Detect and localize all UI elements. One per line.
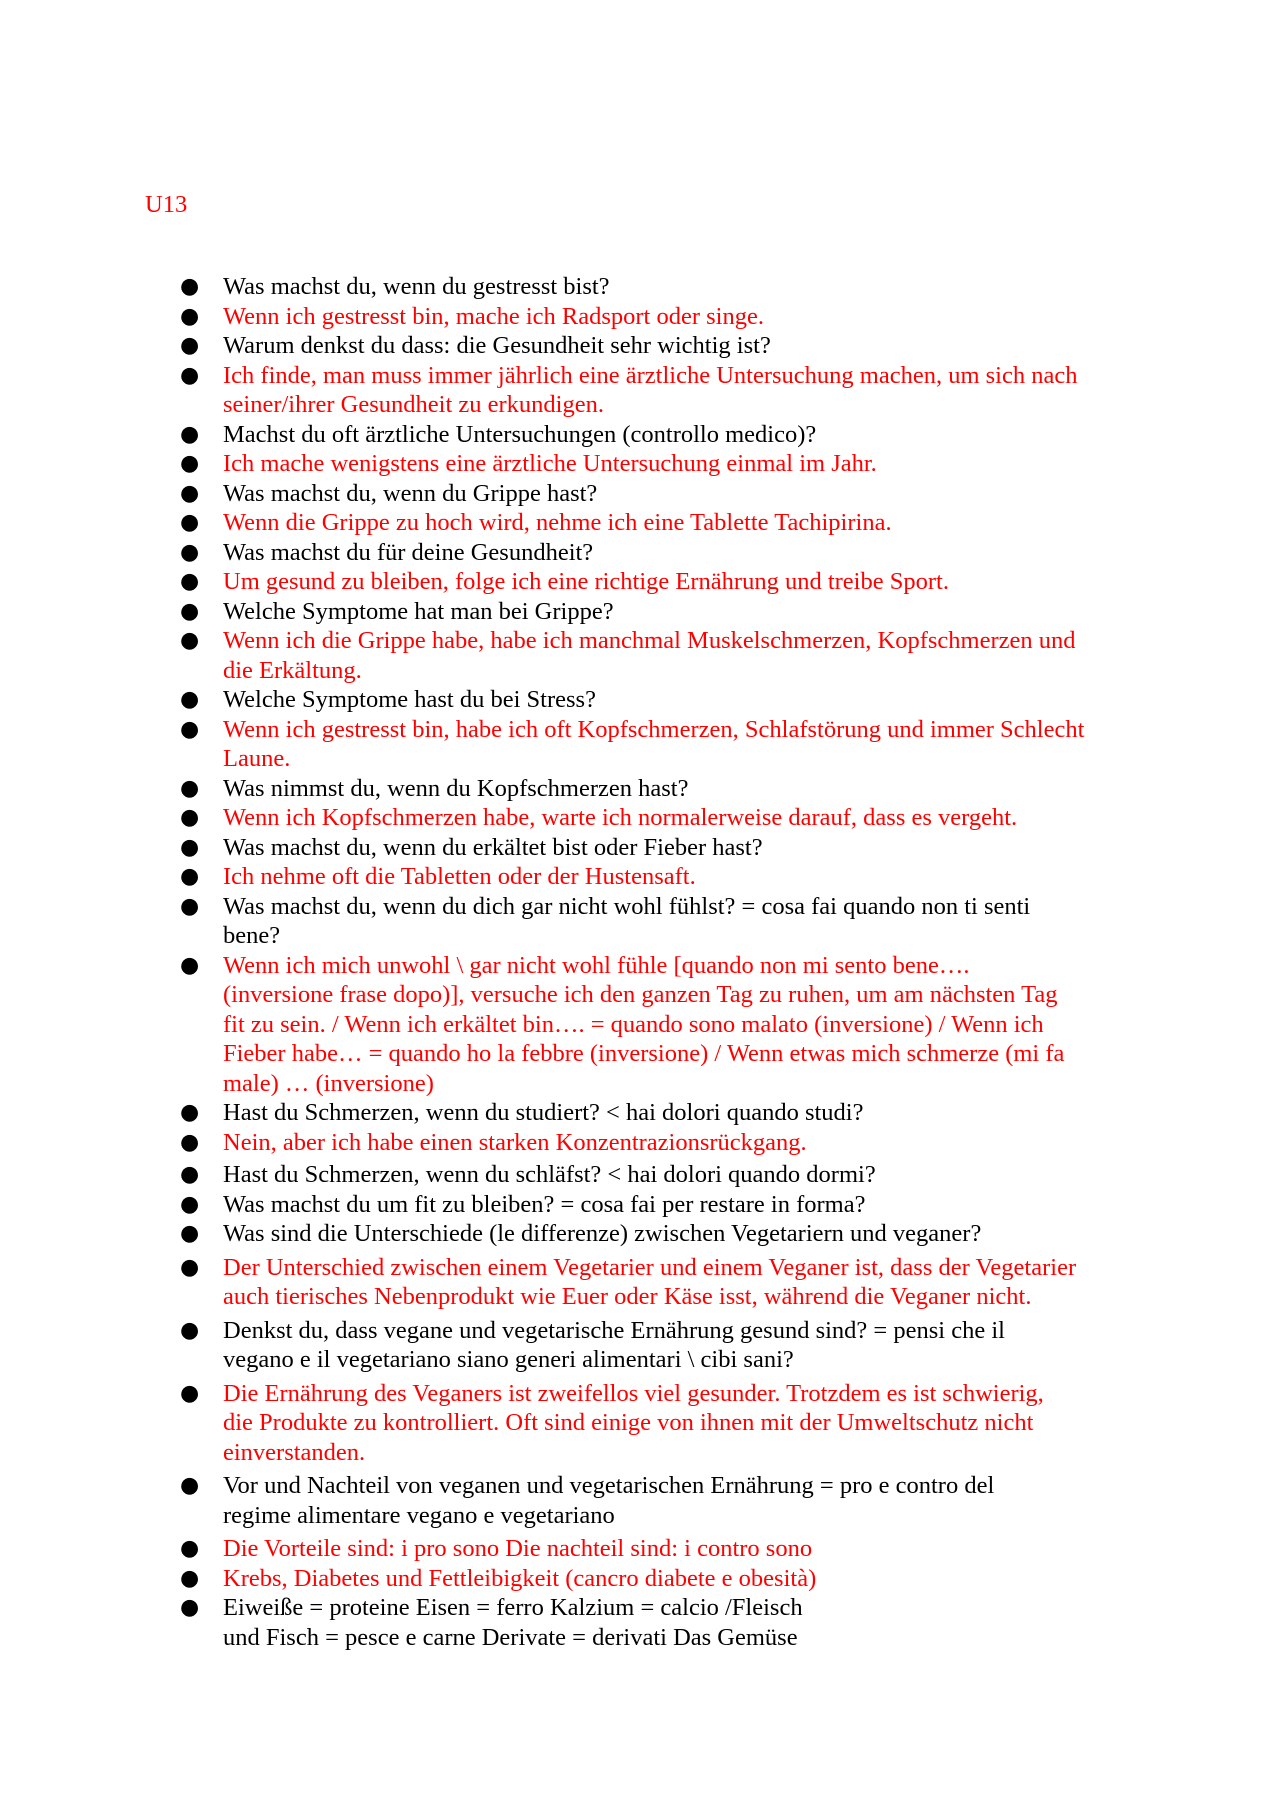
item-text-line: Krebs, Diabetes und Fettleibigkeit (cancro diabete e obesità) xyxy=(223,1564,817,1592)
bullet-icon: ● xyxy=(180,569,200,594)
item-text-line: Der Unterschied zwischen einem Vegetarier und einem Veganer ist, dass der Vegetarier xyxy=(223,1253,1077,1281)
item-text-line: Ich mache wenigstens eine ärztliche Untersuchung einmal im Jahr. xyxy=(223,450,877,477)
item-text-line: Wenn ich Kopfschmerzen habe, warte ich normalerweise darauf, dass es vergeht. xyxy=(223,804,1018,831)
bullet-icon: ● xyxy=(180,1254,200,1280)
item-text-line: male) … (inversione) xyxy=(223,1069,434,1097)
item-text-line: Nein, aber ich habe einen starken Konzentrazionsrückgang. xyxy=(223,1128,807,1156)
bullet-icon: ● xyxy=(180,716,200,742)
answer-item xyxy=(0,1379,1280,1468)
bullet-icon: ● xyxy=(180,598,200,624)
question-item xyxy=(0,538,1280,568)
question-item xyxy=(0,1471,1280,1530)
item-text-line: auch tierisches Nebenprodukt wie Euer oder Käse isst, während die Veganer nicht. xyxy=(223,1283,1032,1310)
item-text-line: Welche Symptome hat man bei Grippe? xyxy=(223,597,614,625)
item-text-line: bene? xyxy=(223,922,281,949)
bullet-icon: ● xyxy=(180,1380,200,1406)
item-text-line: Wenn ich gestresst bin, habe ich oft Kopfschmerzen, Schlafstörung und immer Schlecht xyxy=(223,715,1085,743)
item-text-line: Wenn ich die Grippe habe, habe ich manchmal Muskelschmerzen, Kopfschmerzen und xyxy=(223,627,1076,654)
question-item xyxy=(0,420,1280,450)
bullet-icon: ● xyxy=(180,1317,200,1343)
bullet-icon: ● xyxy=(180,893,200,919)
bullet-icon: ● xyxy=(180,1473,200,1498)
item-text-line: Was machst du für deine Gesundheit? xyxy=(223,538,594,566)
bullet-icon: ● xyxy=(180,628,200,653)
bullet-icon: ● xyxy=(180,1129,200,1155)
item-text-line: Welche Symptome hast du bei Stress? xyxy=(223,686,596,713)
question-item xyxy=(0,1316,1280,1375)
item-text-line: Was sind die Unterschiede (le differenze) zwischen Vegetariern und veganer? xyxy=(223,1220,982,1247)
question-item xyxy=(0,1190,1280,1220)
bullet-icon: ● xyxy=(180,1162,200,1187)
bullet-icon: ● xyxy=(180,775,200,801)
answer-item xyxy=(0,449,1280,479)
question-item xyxy=(0,1593,1280,1652)
answer-item xyxy=(0,361,1280,420)
bullet-icon: ● xyxy=(180,421,200,447)
question-item xyxy=(0,685,1280,715)
question-item xyxy=(0,774,1280,804)
answer-item xyxy=(0,1253,1280,1312)
item-text-line: Was machst du, wenn du dich gar nicht wohl fühlst? = cosa fai quando non ti senti xyxy=(223,892,1031,920)
answer-item xyxy=(0,1128,1280,1158)
bullet-icon: ● xyxy=(180,539,200,565)
item-text-line: Wenn ich mich unwohl \ gar nicht wohl fühle [quando non mi sento bene…. xyxy=(223,951,970,979)
bullet-icon: ● xyxy=(180,274,200,299)
item-text-line: die Erkältung. xyxy=(223,656,362,684)
question-item xyxy=(0,1098,1280,1128)
item-text-line: (inversione frase dopo)], versuche ich den ganzen Tag zu ruhen, um am nächsten Tag xyxy=(223,981,1058,1008)
item-text-line: Was machst du, wenn du erkältet bist oder Fieber hast? xyxy=(223,833,763,861)
qa-list xyxy=(0,272,1280,1652)
bullet-icon: ● xyxy=(180,451,200,476)
question-item xyxy=(0,1160,1280,1190)
bullet-icon: ● xyxy=(180,1536,200,1561)
bullet-icon: ● xyxy=(180,1595,200,1620)
question-item xyxy=(0,1219,1280,1249)
bullet-icon: ● xyxy=(180,1221,200,1246)
bullet-icon: ● xyxy=(180,303,200,329)
item-text-line: Um gesund zu bleiben, folge ich eine richtige Ernährung und treibe Sport. xyxy=(223,568,949,595)
bullet-icon: ● xyxy=(180,480,200,506)
item-text-line: Was nimmst du, wenn du Kopfschmerzen hast? xyxy=(223,774,689,802)
item-text-line: Warum denkst du dass: die Gesundheit sehr wichtig ist? xyxy=(223,332,771,359)
item-text-line: die Produkte zu kontrolliert. Oft sind einige von ihnen mit der Umweltschutz nicht xyxy=(223,1409,1034,1436)
question-item xyxy=(0,597,1280,627)
bullet-icon: ● xyxy=(180,333,200,358)
item-text-line: seiner/ihrer Gesundheit zu erkundigen. xyxy=(223,391,604,418)
item-text-line: Eiweiße = proteine Eisen = ferro Kalzium = calcio /Fleisch xyxy=(223,1594,803,1621)
item-text-line: Was machst du, wenn du gestresst bist? xyxy=(223,273,610,300)
item-text-line: regime alimentare vegano e vegetariano xyxy=(223,1501,615,1529)
item-text-line: vegano e il vegetariano siano generi alimentari \ cibi sani? xyxy=(223,1346,794,1373)
question-item xyxy=(0,272,1280,302)
bullet-icon: ● xyxy=(180,1565,200,1591)
question-item xyxy=(0,833,1280,863)
item-text-line: Wenn ich gestresst bin, mache ich Radsport oder singe. xyxy=(223,302,764,330)
answer-item xyxy=(0,715,1280,774)
bullet-icon: ● xyxy=(180,805,200,830)
bullet-icon: ● xyxy=(180,952,200,978)
item-text-line: Was machst du um fit zu bleiben? = cosa fai per restare in forma? xyxy=(223,1190,866,1218)
item-text-line: Laune. xyxy=(223,745,291,772)
item-text-line: Ich finde, man muss immer jährlich eine ärztliche Untersuchung machen, um sich nach xyxy=(223,361,1078,389)
item-text-line: Ich nehme oft die Tabletten oder der Hustensaft. xyxy=(223,863,696,890)
item-text-line: Wenn die Grippe zu hoch wird, nehme ich eine Tablette Tachipirina. xyxy=(223,509,892,536)
answer-item xyxy=(0,508,1280,538)
answer-item xyxy=(0,1534,1280,1564)
answer-item xyxy=(0,803,1280,833)
question-item xyxy=(0,479,1280,509)
bullet-icon: ● xyxy=(180,1100,200,1125)
item-text-line: und Fisch = pesce e carne Derivate = derivati Das Gemüse xyxy=(223,1623,798,1651)
answer-item xyxy=(0,302,1280,332)
bullet-icon: ● xyxy=(180,1191,200,1217)
bullet-icon: ● xyxy=(180,362,200,388)
item-text-line: fit zu sein. / Wenn ich erkältet bin…. = quando sono malato (inversione) / Wenn ich xyxy=(223,1010,1044,1038)
item-text-line: Fieber habe… = quando ho la febbre (inversione) / Wenn etwas mich schmerze (mi fa xyxy=(223,1040,1065,1067)
question-item xyxy=(0,892,1280,951)
bullet-icon: ● xyxy=(180,864,200,889)
bullet-icon: ● xyxy=(180,510,200,535)
answer-item xyxy=(0,862,1280,892)
question-item xyxy=(0,331,1280,361)
item-text-line: Hast du Schmerzen, wenn du schläfst? < hai dolori quando dormi? xyxy=(223,1161,876,1188)
answer-item xyxy=(0,951,1280,1099)
answer-item xyxy=(0,1564,1280,1594)
item-text-line: Denkst du, dass vegane und vegetarische Ernährung gesund sind? = pensi che il xyxy=(223,1316,1005,1344)
answer-item xyxy=(0,626,1280,685)
item-text-line: Machst du oft ärztliche Untersuchungen (controllo medico)? xyxy=(223,420,817,448)
item-text-line: Hast du Schmerzen, wenn du studiert? < hai dolori quando studi? xyxy=(223,1099,864,1126)
item-text-line: Vor und Nachteil von veganen und vegetarischen Ernährung = pro e contro del xyxy=(223,1472,995,1499)
answer-item xyxy=(0,567,1280,597)
page-title: U13 xyxy=(145,191,188,218)
item-text-line: Die Vorteile sind: i pro sono Die nachteil sind: i contro sono xyxy=(223,1535,813,1562)
item-text-line: Was machst du, wenn du Grippe hast? xyxy=(223,479,598,507)
item-text-line: Die Ernährung des Veganers ist zweifellos viel gesunder. Trotzdem es ist schwierig, xyxy=(223,1379,1044,1407)
bullet-icon: ● xyxy=(180,687,200,712)
bullet-icon: ● xyxy=(180,834,200,860)
item-text-line: einverstanden. xyxy=(223,1438,366,1466)
